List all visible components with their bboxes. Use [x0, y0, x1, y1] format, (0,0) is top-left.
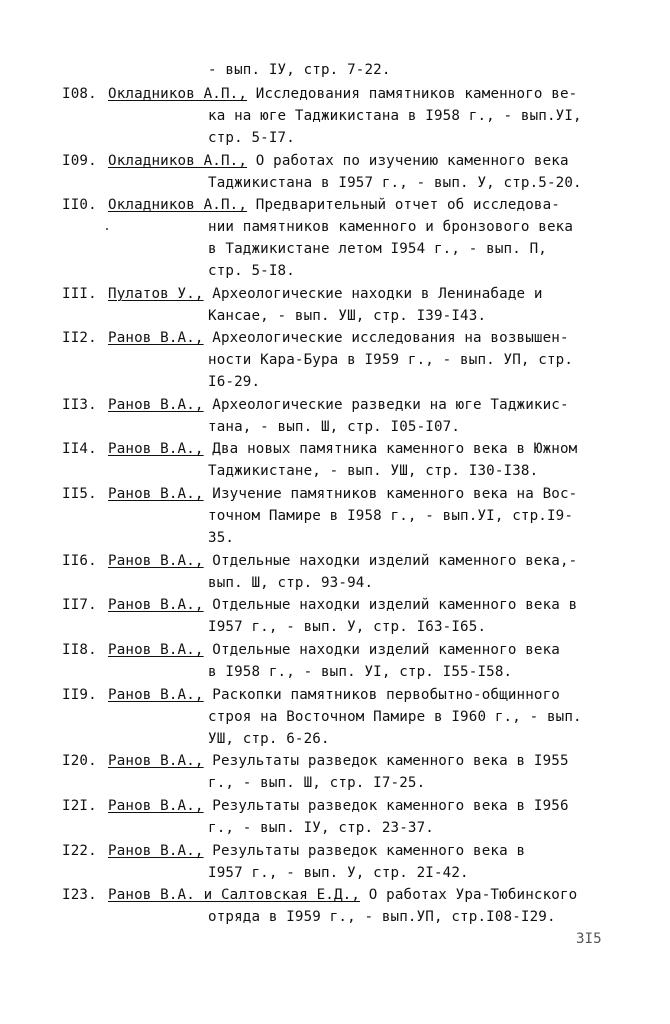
entry-text — [108, 85, 577, 103]
entry-text — [108, 842, 525, 860]
entry-text — [208, 864, 469, 882]
author-name: Окладников А.П., — [108, 86, 248, 102]
citation-text: отряда в I959 г., - вып.УП, стр.I08-I29. — [208, 909, 556, 925]
author-name: Ранов В.А. и Салтовская Е.Д., — [108, 887, 361, 903]
entry-number: II3. — [62, 397, 97, 413]
citation-text: точном Памире в I958 г., - вып.УI, стр.I9- — [208, 508, 574, 524]
entry-text — [208, 307, 486, 325]
citation-text: ка на юге Таджикистана в I958 г., - вып.УI, — [208, 108, 582, 124]
citation-text: Исследования памятников каменного ве- — [247, 86, 578, 102]
entry-number: II7. — [62, 597, 97, 613]
citation-text: Кансае, - вып. УШ, стр. I39-I43. — [208, 308, 487, 324]
entry-number: I2I. — [62, 798, 97, 814]
author-name: Ранов В.А., — [108, 642, 204, 658]
citation-text: 35. — [208, 530, 235, 546]
entry-number: II9. — [62, 687, 97, 703]
entry-text — [208, 61, 391, 79]
entry-text — [108, 641, 560, 659]
citation-text: Изучение памятников каменного века на Вос- — [203, 486, 578, 502]
entry-text — [108, 396, 569, 414]
citation-text: вып. Ш, стр. 93-94. — [208, 575, 374, 591]
citation-text: Отдельные находки изделий каменного века,- — [203, 553, 578, 569]
citation-text: УШ, стр. 6-26. — [208, 731, 330, 747]
citation-text: Отдельные находки изделий каменного века — [203, 642, 560, 658]
citation-text: Археологические разведки на юге Таджикис- — [203, 397, 569, 413]
author-name: Ранов В.А., — [108, 753, 204, 769]
entry-text — [208, 529, 234, 547]
entry-text — [208, 663, 512, 681]
entry-number: II4. — [62, 441, 97, 457]
entry-number: I23. — [62, 887, 97, 903]
entry-number: II8. — [62, 642, 97, 658]
citation-text: О работах Ура-Тюбинского — [360, 887, 578, 903]
author-name: Ранов В.А., — [108, 687, 204, 703]
author-name: Ранов В.А., — [108, 553, 204, 569]
entry-text — [208, 507, 573, 525]
citation-text: г., - вып. Ш, стр. I7-25. — [208, 775, 426, 791]
citation-text: Отдельные находки изделий каменного века в — [203, 597, 578, 613]
entry-text — [208, 129, 295, 147]
entry-text — [208, 351, 573, 369]
entry-text — [208, 418, 460, 436]
entry-text — [108, 886, 577, 904]
citation-text: строя на Восточном Памире в I960 г., - вып. — [208, 709, 582, 725]
citation-text: Результаты разведок каменного века в I956 — [203, 798, 569, 814]
citation-text: ности Кара-Бура в I959 г., - вып. УП, стр. — [208, 352, 574, 368]
entry-text — [108, 329, 569, 347]
author-name: Окладников А.П., — [108, 153, 248, 169]
entry-text — [208, 574, 373, 592]
citation-text: Результаты разведок каменного века в I955 — [203, 753, 569, 769]
author-name: Ранов В.А., — [108, 441, 204, 457]
ink-speck — [106, 228, 108, 230]
citation-text: в I958 г., - вып. УI, стр. I55-I58. — [208, 664, 513, 680]
entry-text — [208, 240, 547, 258]
entry-text — [108, 686, 560, 704]
citation-text: I6-29. — [208, 374, 261, 390]
entry-text — [208, 373, 260, 391]
author-name: Ранов В.А., — [108, 798, 204, 814]
entry-text — [208, 774, 425, 792]
entry-text — [108, 285, 543, 303]
author-name: Пулатов У., — [108, 286, 204, 302]
citation-text: Таджикистана в I957 г., - вып. У, стр.5-20. — [208, 175, 582, 191]
entry-text — [108, 196, 560, 214]
entry-text — [208, 218, 573, 236]
entry-text — [208, 908, 556, 926]
entry-text — [208, 462, 538, 480]
citation-text: стр. 5-I8. — [208, 263, 295, 279]
entry-text — [108, 797, 569, 815]
citation-text: нии памятников каменного и бронзового века — [208, 219, 574, 235]
author-name: Ранов В.А., — [108, 330, 204, 346]
entry-number: II6. — [62, 553, 97, 569]
entry-text — [208, 708, 582, 726]
author-name: Ранов В.А., — [108, 486, 204, 502]
citation-text: I957 г., - вып. У, стр. I63-I65. — [208, 619, 487, 635]
entry-text — [208, 618, 486, 636]
citation-text: Результаты разведок каменного века в — [203, 843, 526, 859]
citation-text: Предварительный отчет об исследова- — [247, 197, 560, 213]
entry-text — [208, 174, 582, 192]
citation-text: Два новых памятника каменного века в Южном — [203, 441, 578, 457]
entry-text — [108, 440, 577, 458]
citation-text: О работах по изучению каменного века — [247, 153, 569, 169]
citation-text: в Таджикистане летом I954 г., - вып. П, — [208, 241, 547, 257]
entry-text — [108, 752, 569, 770]
citation-text: Археологические исследования на возвышен- — [203, 330, 569, 346]
citation-text: Археологические находки в Ленинабаде и — [203, 286, 543, 302]
entry-text — [108, 152, 569, 170]
entry-text — [208, 819, 434, 837]
entry-number: II5. — [62, 486, 97, 502]
entry-text — [108, 596, 577, 614]
entry-text — [208, 730, 330, 748]
entry-text — [108, 485, 577, 503]
entry-number: III. — [62, 286, 97, 302]
citation-text: - вып. IУ, стр. 7-22. — [208, 62, 391, 78]
entry-number: I22. — [62, 843, 97, 859]
page-number: 3I5 — [576, 931, 602, 947]
entry-text — [108, 552, 577, 570]
entry-number: II2. — [62, 330, 97, 346]
entry-number: II0. — [62, 197, 97, 213]
citation-text: Раскопки памятников первобытно-общинного — [203, 687, 560, 703]
entry-number: I09. — [62, 153, 97, 169]
author-name: Ранов В.А., — [108, 397, 204, 413]
citation-text: Таджикистане, - вып. УШ, стр. I30-I38. — [208, 463, 539, 479]
entry-number: I08. — [62, 86, 97, 102]
citation-text: тана, - вып. Ш, стр. I05-I07. — [208, 419, 461, 435]
entry-text — [208, 262, 295, 280]
citation-text: стр. 5-I7. — [208, 130, 295, 146]
author-name: Ранов В.А., — [108, 843, 204, 859]
entry-number: I20. — [62, 753, 97, 769]
citation-text: I957 г., - вып. У, стр. 2I-42. — [208, 865, 469, 881]
author-name: Окладников А.П., — [108, 197, 248, 213]
author-name: Ранов В.А., — [108, 597, 204, 613]
entry-text — [208, 107, 582, 125]
citation-text: г., - вып. IУ, стр. 23-37. — [208, 820, 434, 836]
